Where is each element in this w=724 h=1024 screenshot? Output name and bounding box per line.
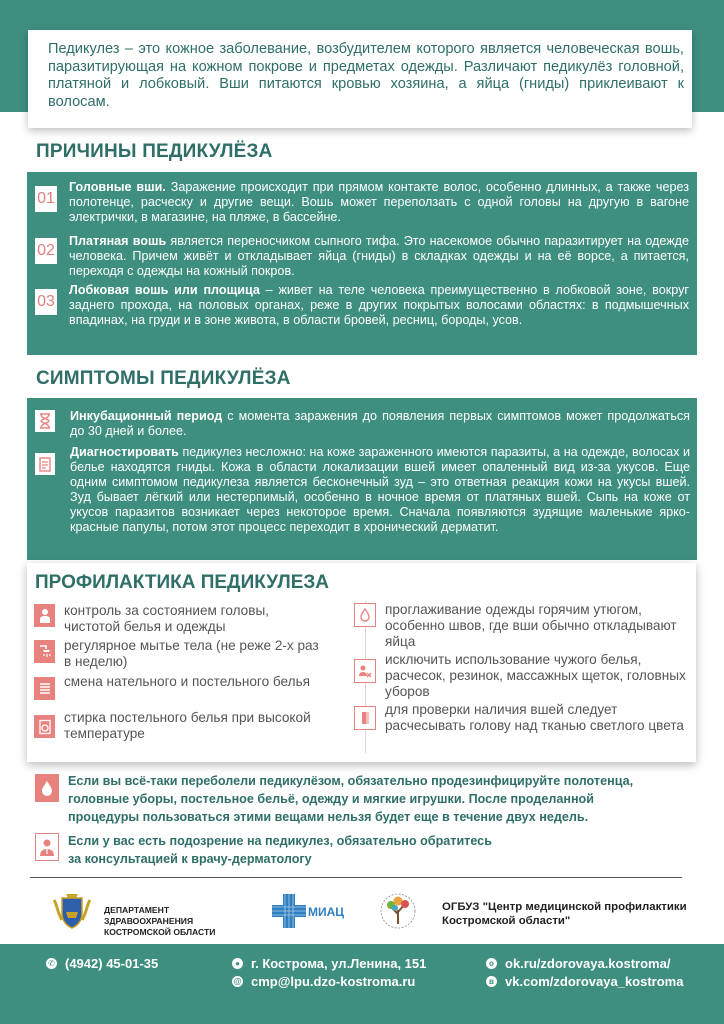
cause-text: Платяная вошь является переносчиком сыпного тифа. Это насекомое обычно паразитирует на одежде человека. Причем живёт и откладывает яйца (гниды) в складках одежды и на её ворсе, а питается, переходя с одежды на кожный покров. (69, 234, 690, 279)
miac-cross-icon (272, 893, 306, 929)
vk-icon: в (486, 976, 497, 987)
symptoms-panel (27, 398, 697, 560)
symptom-text: Инкубационный период с момента заражения до появления первых симптомов может продолжаться до 30 дней и более. (70, 409, 690, 438)
dept-logo-text: ДЕПАРТАМЕНТ ЗДРАВООХРАНЕНИЯ КОСТРОМСКОЙ ОБЛАСТИ (104, 905, 216, 937)
location-icon: ● (232, 958, 243, 969)
hourglass-icon (35, 410, 55, 432)
footer-vk-link[interactable]: в vk.com/zdorovaya_kostroma (486, 974, 683, 989)
prevention-item: смена нательного и постельного белья (64, 674, 311, 689)
number-badge: 03 (35, 289, 57, 315)
symptoms-title: СИМПТОМЫ ПЕДИКУЛЁЗА (36, 368, 291, 389)
prevention-item: стирка постельного белья при высокой температуре (64, 710, 311, 741)
doctor-note: Если у вас есть подозрение на педикулез, обязательно обратитесь за консультацией к врачу-дерматологу (68, 834, 492, 866)
org-logo-text: ОГБУЗ "Центр медицинской профилактики Костромской области" (442, 901, 687, 927)
disinfection-note: Если вы всё-таки переболели педикулёзом, обязательно продезинфицируйте полотенца, головные уборы, постельное бельё, одежду и мягкие игрушки. После проделанной процедуры пользоваться этими вещами нельзя будет еще в течение двух недель. (68, 774, 634, 824)
drop-icon (35, 774, 59, 802)
number-badge: 02 (35, 238, 57, 264)
coat-of-arms-logo (48, 892, 96, 930)
causes-panel (27, 172, 697, 355)
clipboard-icon (35, 453, 55, 475)
prevention-item: контроль за состоянием головы, чистотой белья и одежды (64, 603, 269, 634)
tree-logo (378, 892, 418, 930)
comb-icon (354, 706, 376, 730)
cause-text: Головные вши. Заражение происходит при прямом контакте волос, особенно длинных, а также через полотенце, расческу и другие вещи. Вошь может переползать с одной головы на другую в вагоне электрички, в магазине, на пляже, в бассейне. (69, 180, 689, 225)
prevention-title: ПРОФИЛАКТИКА ПЕДИКУЛЕЗА (35, 572, 330, 593)
washing-machine-icon (34, 715, 55, 738)
prevention-box (27, 563, 696, 762)
prevention-item: для проверки наличия вшей следует расчесывать голову над тканью светлого цвета (385, 702, 684, 733)
bedding-icon (34, 677, 55, 700)
number-badge: 01 (35, 186, 57, 212)
iron-icon (354, 603, 376, 627)
symptom-text: Диагностировать педикулез несложно: на коже зараженного имеются паразиты, а на одежде, волосах и белье находятся гниды. Кожа в области локализации вшей имеет опаленный вид из-за укусов. Еще одним симптомом педикулеза является бесконечный зуд – это ответная реакция кожи на укусы вшей. Зуд бывает лёгкий или нестерпимый, особенно в ночное время от платяных вшей. Сыпь на коже от укусов паразитов возникает через некоторое время. Сначала появляются зудящие маленькие ярко-красные папулы, потом этот процесс переходит в хронический дерматит. (70, 445, 690, 534)
ok-icon: о (486, 958, 497, 969)
intro-box (28, 30, 692, 128)
shower-icon (34, 640, 55, 663)
footer-address: ● г. Кострома, ул.Ленина, 151 (232, 956, 426, 971)
footer-ok-link[interactable]: о ok.ru/zdorovaya.kostroma/ (486, 956, 670, 971)
prevention-item: регулярное мытье тела (не реже 2-х раз в неделю) (64, 638, 319, 669)
miac-logo-text: МИАЦ (308, 905, 345, 919)
intro-text: Педикулез – это кожное заболевание, возбудителем которого является человеческая вошь, паразитирующая на кожном покрове и предметах одежды. Различают педикулёз головной, платяной и лобковый. Вши питаются кровью хозяина, а яйца (гниды) приклеивают к волосам. (48, 41, 684, 110)
person-check-icon (34, 604, 55, 627)
doctor-icon (35, 833, 59, 861)
separator-line (30, 877, 682, 878)
no-sharing-icon (354, 659, 376, 683)
email-icon: @ (233, 977, 242, 986)
cause-text: Лобковая вошь или площица – живет на теле человека преимущественно в лобковой зоне, вокруг заднего прохода, на половых органах, реже в других покрытых волосами областях: в подмышечных впадинах, на груди и в зоне живота, в области бровей, ресниц, бороды, усов. (69, 283, 689, 328)
causes-title: ПРИЧИНЫ ПЕДИКУЛЁЗА (36, 141, 273, 162)
phone-icon: ✆ (46, 958, 57, 969)
prevention-item: проглаживание одежды горячим утюгом, особенно швов, где вши обычно откладывают яйца (385, 602, 677, 649)
footer-email[interactable]: @ cmp@lpu.dzo-kostroma.ru (233, 974, 416, 989)
footer-phone: ✆ (4942) 45-01-35 (46, 956, 158, 971)
footer (0, 944, 724, 1024)
prevention-item: исключить использование чужого белья, расчесок, резинок, массажных щеток, головных уборов (385, 652, 686, 699)
